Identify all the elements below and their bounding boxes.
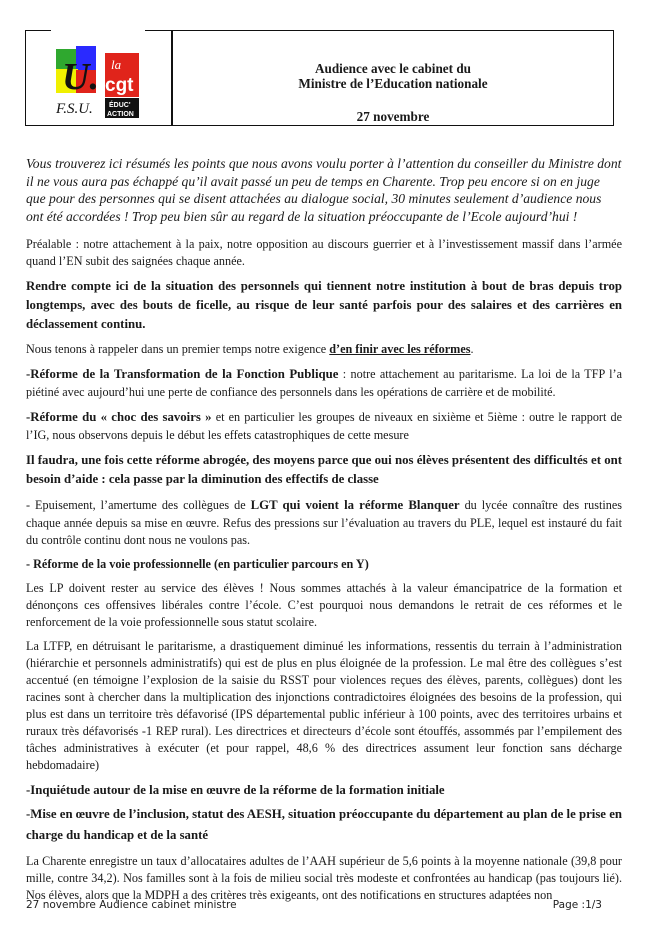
inclusion-heading: -Mise en œuvre de l’inclusion, statut des AESH, situation préoccupante du département au plan de le prise en charge du handicap et de la santé	[26, 807, 622, 842]
logo-border-gap	[51, 29, 145, 33]
rappel-suffix: .	[470, 342, 474, 356]
voie-pro-heading: - Réforme de la voie professionnelle (en particulier parcours en Y)	[26, 557, 369, 571]
choc-savoirs-paragraph	[26, 408, 622, 444]
lgt-prefix: - Epuisement, l’amertume des collègues de	[26, 498, 251, 512]
document-date: 27 novembre	[356, 109, 430, 124]
svg-text:cgt: cgt	[105, 75, 134, 96]
footer-title: 27 novembre Audience cabinet ministre	[26, 899, 237, 911]
prealable-paragraph: Préalable : notre attachement à la paix, notre opposition au discours guerrier et à l’investissement massif dans l’armée quand l’EN subit des saignées chaque année.	[26, 237, 622, 268]
tfp-heading: -Réforme de la Transformation de la Fonction Publique	[26, 367, 339, 381]
svg-text:la: la	[111, 57, 122, 72]
svg-text:ACTION: ACTION	[107, 111, 134, 118]
svg-text:F.S.U.: F.S.U.	[56, 101, 93, 117]
rappel-emphasis: d’en finir avec les réformes	[329, 342, 471, 356]
document-title-block	[173, 31, 613, 125]
svg-text:ÉDUC': ÉDUC'	[109, 102, 131, 109]
charente-paragraph: La Charente enregistre un taux d’allocataires adultes de l’AAH supérieur de 5,6 points à la moyenne nationale (39,8 pour mille, contre 34,2). Nos familles sont à la fois de milieu social très modeste et confrontées au handicap (pas toujours lié). Nos élèves, alors que la MDPH a des critères très exigeants, ont des notifications en structures adaptées non	[26, 854, 622, 902]
ltfp-paragraph: La LTFP, en détruisant le paritarisme, a drastiquement diminué les informations, ressentis du terrain à l’administration (hiérarchie et personnels administratifs) qui est de plus en plus éloignée de la profession. Le mal être des collègues s’est accentué (en témoigne l’explosion de la saisie du RSST pour violences reçues des élèves, parents, collègues) dont les racines sont à chercher dans la multiplication des injonctions contradictoires éloignées des besoins de la profession, qui plus est dans un territoire très défavorisé (IPS départemental public inférieur à 100 points, avec des territoires urbains et ruraux très défavorisés -1 REP rural). Les directrices et directeurs d’école sont étouffés, assommés par l’empilement des tâches administratives à exécuter (et pour rappel, 48,6 % des directrices assument leur fonction sans décharge hebdomadaire)	[26, 639, 622, 772]
intro-paragraph: Vous trouverez ici résumés les points que nous avons voulu porter à l’attention du conseiller du Ministre dont il ne vous aura pas échappé qu’il avait passé un peu de temps en Charente. Trop peu encore si on en juge que pour des personnes qui se disent attachées au dialogue social, 30 minutes seulement d’audience nous ont été accordées ! Trop peu bien sûr au regard de la situation préoccupante de l’Ecole aujourd’hui !	[26, 156, 622, 224]
header-table	[25, 30, 614, 126]
union-logo-icon	[54, 41, 144, 121]
title-line-2: Ministre de l’Education nationale	[298, 76, 488, 91]
rappel-paragraph	[26, 341, 622, 358]
rendre-compte-paragraph: Rendre compte ici de la situation des personnels qui tiennent notre institution à bout de bras depuis trop longtemps, avec des bouts de ficelle, au risque de leur santé parfois pour des salaires et des carrières en déclassement continu.	[26, 279, 622, 331]
fsu-cgt-logo	[54, 41, 144, 121]
lgt-suffix: du lycée connaître des rustines chaque année depuis sa mise en œuvre. Refus des pressions sur l’évaluation au travers du PLE, lequel est instauré du fait du contrôle continu dont nous ne voulons pas.	[26, 498, 622, 547]
rappel-prefix: Nous tenons à rappeler dans un premier temps notre exigence	[26, 342, 330, 356]
faudra-paragraph: Il faudra, une fois cette réforme abrogée, des moyens parce que oui nos élèves présentent des difficultés et ont besoin d’aide : cela passe par la diminution des effectifs de classe	[26, 453, 622, 486]
lgt-emphasis: LGT qui voient la réforme Blanquer	[250, 498, 460, 512]
document-body	[26, 155, 622, 911]
page-number: Page :1/3	[552, 899, 602, 911]
lgt-paragraph	[26, 496, 622, 549]
lp-paragraph: Les LP doivent rester au service des élèves ! Nous sommes attachés à la valeur émancipatrice de la formation et dénonçons ces offensives libérales contre l’école. C’est pourquoi nous demandons le retrait de ces réformes et le renforcement de la voie professionnelle sous statut scolaire.	[26, 581, 622, 629]
inquietude-heading: -Inquiétude autour de la mise en œuvre de la réforme de la formation initiale	[26, 783, 445, 797]
title-line-1: Audience avec le cabinet du	[314, 61, 472, 76]
tfp-paragraph	[26, 365, 622, 401]
svg-text:U.: U.	[62, 56, 99, 98]
choc-savoirs-heading: -Réforme du « choc des savoirs »	[26, 410, 212, 424]
choc-savoirs-text: et en particulier les groupes de niveaux en sixième et 5ième : outre le rapport de l’IG, nous observons depuis le début les effets catastrophiques de cette mesure	[26, 410, 622, 442]
tfp-text: : notre attachement au paritarisme. La loi de la TFP l’a piétiné avec aujourd’hui une perte de confiance des personnels dans les opérations de carrière et de mobilité.	[26, 367, 622, 399]
